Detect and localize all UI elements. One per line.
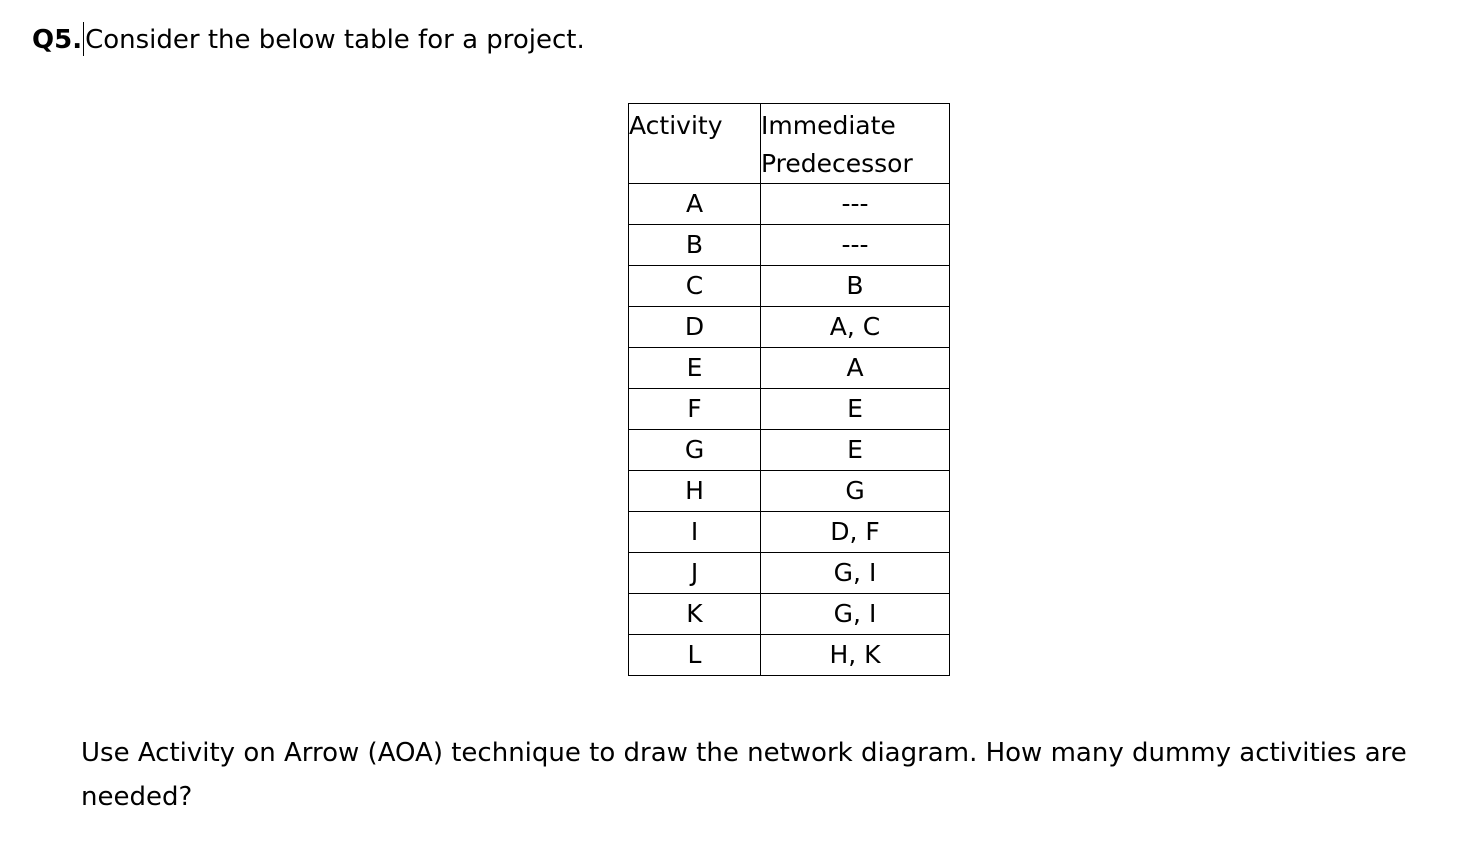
header-predecessor-line1: Immediate xyxy=(761,111,896,140)
table-row xyxy=(629,389,950,430)
predecessor-cell: D, F xyxy=(761,512,950,553)
predecessor-cell: G xyxy=(761,471,950,512)
precedence-table xyxy=(628,103,950,676)
question-heading xyxy=(32,22,585,58)
activity-cell: K xyxy=(629,594,761,635)
text-cursor xyxy=(83,22,84,56)
predecessor-cell: --- xyxy=(761,184,950,225)
header-activity: Activity xyxy=(629,104,761,184)
activity-cell: L xyxy=(629,635,761,676)
table-row xyxy=(629,307,950,348)
table-header-row xyxy=(629,104,950,184)
activity-cell: E xyxy=(629,348,761,389)
predecessor-cell: E xyxy=(761,389,950,430)
table-row xyxy=(629,348,950,389)
activity-cell: H xyxy=(629,471,761,512)
activity-cell: D xyxy=(629,307,761,348)
question-number: Q5. xyxy=(32,25,83,55)
question-text: Consider the below table for a project. xyxy=(85,25,585,55)
activity-cell: C xyxy=(629,266,761,307)
table-row xyxy=(629,471,950,512)
header-predecessor-line2: Predecessor xyxy=(761,149,913,178)
table-row xyxy=(629,635,950,676)
instruction-text: Use Activity on Arrow (AOA) technique to draw the network diagram. How many dummy activities are needed? xyxy=(81,738,1407,812)
activity-cell: A xyxy=(629,184,761,225)
predecessor-cell: A xyxy=(761,348,950,389)
activity-cell: I xyxy=(629,512,761,553)
predecessor-cell: B xyxy=(761,266,950,307)
header-immediate-predecessor xyxy=(761,104,950,184)
predecessor-cell: --- xyxy=(761,225,950,266)
predecessor-cell: H, K xyxy=(761,635,950,676)
predecessor-cell: A, C xyxy=(761,307,950,348)
predecessor-cell: G, I xyxy=(761,594,950,635)
table-row xyxy=(629,512,950,553)
activity-cell: G xyxy=(629,430,761,471)
table-row xyxy=(629,184,950,225)
table-row xyxy=(629,553,950,594)
table-row xyxy=(629,225,950,266)
table-row xyxy=(629,594,950,635)
table-row xyxy=(629,430,950,471)
activity-cell: J xyxy=(629,553,761,594)
table-row xyxy=(629,266,950,307)
precedence-table-container xyxy=(628,103,950,676)
activity-cell: F xyxy=(629,389,761,430)
predecessor-cell: E xyxy=(761,430,950,471)
predecessor-cell: G, I xyxy=(761,553,950,594)
activity-cell: B xyxy=(629,225,761,266)
